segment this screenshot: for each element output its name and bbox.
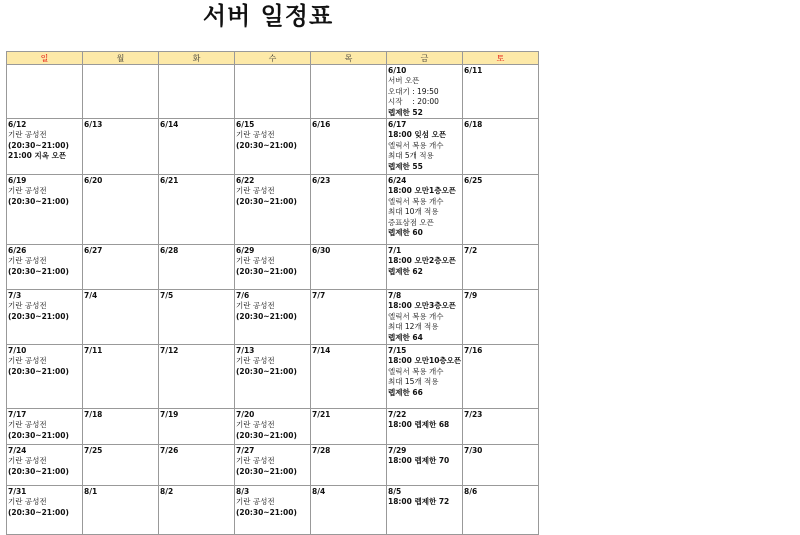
day-date: 7/22 bbox=[388, 410, 407, 420]
day-event-line: 렙제한 62 bbox=[388, 266, 423, 276]
day-date: 8/6 bbox=[464, 487, 478, 497]
day-event-line: (20:30~21:00) bbox=[236, 466, 297, 476]
day-cell bbox=[83, 445, 159, 486]
day-cell bbox=[387, 175, 463, 245]
day-cell bbox=[387, 245, 463, 290]
day-date: 6/17 bbox=[388, 120, 407, 130]
day-date: 6/26 bbox=[8, 246, 27, 256]
day-event-line: 기란 공성전 bbox=[8, 186, 47, 196]
day-date: 7/2 bbox=[464, 246, 478, 256]
day-date: 7/13 bbox=[236, 346, 255, 356]
day-cell bbox=[311, 486, 387, 535]
day-cell bbox=[83, 345, 159, 409]
day-date: 6/16 bbox=[312, 120, 331, 130]
day-date: 6/12 bbox=[8, 120, 27, 130]
day-event-line: (20:30~21:00) bbox=[8, 466, 69, 476]
day-cell bbox=[311, 409, 387, 445]
day-date: 7/3 bbox=[8, 291, 22, 301]
day-event-line: 렙제한 64 bbox=[388, 332, 423, 342]
day-date: 6/29 bbox=[236, 246, 255, 256]
day-event-line: 기란 공성전 bbox=[8, 130, 47, 140]
day-date: 6/22 bbox=[236, 176, 255, 186]
day-cell bbox=[463, 345, 539, 409]
day-cell bbox=[235, 409, 311, 445]
weekday-header-mon: 월 bbox=[83, 52, 159, 65]
day-date: 6/13 bbox=[84, 120, 103, 130]
day-cell bbox=[159, 245, 235, 290]
day-cell bbox=[235, 119, 311, 175]
day-cell bbox=[235, 245, 311, 290]
day-event-line: (20:30~21:00) bbox=[236, 366, 297, 376]
day-date: 7/14 bbox=[312, 346, 331, 356]
day-cell bbox=[311, 445, 387, 486]
day-event-line: (20:30~21:00) bbox=[236, 266, 297, 276]
day-event-line: 증표삼점 오픈 bbox=[388, 217, 434, 227]
day-date: 7/24 bbox=[8, 446, 27, 456]
day-cell bbox=[7, 245, 83, 290]
schedule-calendar bbox=[6, 51, 539, 535]
week-row bbox=[7, 65, 539, 119]
day-cell bbox=[387, 409, 463, 445]
day-event-line: 18:00 오만3층오픈 bbox=[388, 301, 456, 311]
day-cell bbox=[387, 445, 463, 486]
day-event-line: 기란 공성전 bbox=[236, 256, 275, 266]
day-cell bbox=[311, 65, 387, 119]
week-row bbox=[7, 119, 539, 175]
day-event-line: 기란 공성전 bbox=[8, 256, 47, 266]
day-date: 7/1 bbox=[388, 246, 402, 256]
day-event-line: 18:00 오만2층오픈 bbox=[388, 256, 456, 266]
day-cell bbox=[311, 119, 387, 175]
day-cell bbox=[7, 119, 83, 175]
day-event-line: 기란 공성전 bbox=[236, 186, 275, 196]
day-event-line: 최대 5개 적용 bbox=[388, 151, 434, 161]
day-event-line: 렙제한 55 bbox=[388, 161, 423, 171]
day-cell bbox=[235, 486, 311, 535]
day-event-line: 18:00 렙제한 68 bbox=[388, 420, 450, 430]
day-event-line: (20:30~21:00) bbox=[236, 507, 297, 517]
day-event-line: (20:30~21:00) bbox=[236, 311, 297, 321]
week-row bbox=[7, 175, 539, 245]
day-cell bbox=[7, 65, 83, 119]
day-cell bbox=[7, 486, 83, 535]
weekday-header-thu: 목 bbox=[311, 52, 387, 65]
day-event-line: 18:00 렙제한 72 bbox=[388, 497, 450, 507]
day-cell bbox=[7, 290, 83, 345]
day-event-line: 기란 공성전 bbox=[8, 456, 47, 466]
day-cell bbox=[83, 290, 159, 345]
day-cell bbox=[311, 345, 387, 409]
day-cell bbox=[83, 486, 159, 535]
day-event-line: 18:00 잊섬 오픈 bbox=[388, 130, 447, 140]
day-cell bbox=[83, 409, 159, 445]
day-event-line: 엘릭서 복용 개수 bbox=[388, 196, 444, 206]
day-date: 6/10 bbox=[388, 66, 407, 75]
day-date: 7/28 bbox=[312, 446, 331, 456]
day-date: 6/27 bbox=[84, 246, 103, 256]
day-date: 6/24 bbox=[388, 176, 407, 186]
day-event-line: 18:00 렙제한 70 bbox=[388, 456, 450, 466]
day-event-line: 21:00 지옥 오픈 bbox=[8, 151, 67, 161]
day-cell bbox=[463, 486, 539, 535]
day-date: 7/27 bbox=[236, 446, 255, 456]
day-cell bbox=[387, 486, 463, 535]
day-date: 7/26 bbox=[160, 446, 179, 456]
week-row bbox=[7, 486, 539, 535]
day-cell bbox=[463, 445, 539, 486]
day-event-line: 렙제한 60 bbox=[388, 228, 423, 238]
day-cell bbox=[7, 409, 83, 445]
day-cell bbox=[235, 345, 311, 409]
day-event-line: (20:30~21:00) bbox=[236, 196, 297, 206]
day-cell bbox=[387, 65, 463, 119]
day-event-line: 18:00 오만1층오픈 bbox=[388, 186, 456, 196]
day-event-line: 렙제한 52 bbox=[388, 107, 423, 117]
day-cell bbox=[463, 290, 539, 345]
day-date: 7/15 bbox=[388, 346, 407, 356]
day-event-line: 기란 공성전 bbox=[8, 356, 47, 366]
week-row bbox=[7, 290, 539, 345]
day-cell bbox=[463, 175, 539, 245]
day-cell bbox=[83, 175, 159, 245]
day-date: 7/18 bbox=[84, 410, 103, 420]
day-event-line: 최대 12개 적용 bbox=[388, 322, 439, 332]
day-cell bbox=[159, 290, 235, 345]
day-cell bbox=[235, 445, 311, 486]
week-row bbox=[7, 409, 539, 445]
day-date: 7/30 bbox=[464, 446, 483, 456]
day-date: 7/19 bbox=[160, 410, 179, 420]
day-event-line: 시작 : 20:00 bbox=[388, 97, 439, 107]
day-event-line: 렙제한 66 bbox=[388, 387, 423, 397]
week-row bbox=[7, 345, 539, 409]
day-event-line: (20:30~21:00) bbox=[8, 140, 69, 150]
day-event-line: 최대 10개 적용 bbox=[388, 207, 439, 217]
day-event-line: 기란 공성전 bbox=[236, 497, 275, 507]
day-date: 6/23 bbox=[312, 176, 331, 186]
day-date: 7/4 bbox=[84, 291, 98, 301]
day-date: 6/15 bbox=[236, 120, 255, 130]
day-event-line: 기란 공성전 bbox=[236, 456, 275, 466]
day-date: 8/4 bbox=[312, 487, 326, 497]
day-cell bbox=[159, 409, 235, 445]
day-event-line: 오대기 : 19:50 bbox=[388, 86, 439, 96]
day-cell bbox=[311, 245, 387, 290]
day-cell bbox=[311, 175, 387, 245]
weekday-header-sun: 일 bbox=[7, 52, 83, 65]
day-event-line: (20:30~21:00) bbox=[8, 366, 69, 376]
day-date: 7/17 bbox=[8, 410, 27, 420]
day-date: 7/8 bbox=[388, 291, 402, 301]
day-date: 7/9 bbox=[464, 291, 478, 301]
day-event-line: 기란 공성전 bbox=[8, 497, 47, 507]
day-date: 8/3 bbox=[236, 487, 250, 497]
day-event-line: 기란 공성전 bbox=[236, 301, 275, 311]
day-cell bbox=[387, 119, 463, 175]
day-cell bbox=[7, 345, 83, 409]
day-date: 7/6 bbox=[236, 291, 250, 301]
day-event-line: (20:30~21:00) bbox=[8, 507, 69, 517]
day-event-line: 엘릭서 복용 개수 bbox=[388, 366, 444, 376]
day-date: 7/12 bbox=[160, 346, 179, 356]
day-date: 8/2 bbox=[160, 487, 174, 497]
day-cell bbox=[235, 65, 311, 119]
day-event-line: (20:30~21:00) bbox=[8, 430, 69, 440]
day-date: 6/30 bbox=[312, 246, 331, 256]
week-row bbox=[7, 245, 539, 290]
day-date: 7/23 bbox=[464, 410, 483, 420]
day-cell bbox=[159, 119, 235, 175]
day-event-line: (20:30~21:00) bbox=[8, 196, 69, 206]
day-date: 7/21 bbox=[312, 410, 331, 420]
day-date: 7/25 bbox=[84, 446, 103, 456]
day-event-line: 18:00 오만10층오픈 bbox=[388, 356, 462, 366]
day-event-line: (20:30~21:00) bbox=[8, 311, 69, 321]
day-date: 7/5 bbox=[160, 291, 174, 301]
day-cell bbox=[387, 290, 463, 345]
day-event-line: 기란 공성전 bbox=[8, 301, 47, 311]
week-row bbox=[7, 445, 539, 486]
day-event-line: 엘릭서 복용 개수 bbox=[388, 311, 444, 321]
day-event-line: 기란 공성전 bbox=[8, 420, 47, 430]
day-event-line: (20:30~21:00) bbox=[236, 140, 297, 150]
day-cell bbox=[7, 445, 83, 486]
day-date: 6/11 bbox=[464, 66, 483, 75]
day-cell bbox=[83, 119, 159, 175]
day-cell bbox=[159, 445, 235, 486]
weekday-header-wed: 수 bbox=[235, 52, 311, 65]
day-date: 6/20 bbox=[84, 176, 103, 186]
weekday-header-row bbox=[7, 52, 539, 65]
day-date: 8/1 bbox=[84, 487, 98, 497]
day-date: 6/28 bbox=[160, 246, 179, 256]
day-cell bbox=[235, 290, 311, 345]
page-title: 서버 일정표 bbox=[202, 2, 334, 30]
day-cell bbox=[159, 65, 235, 119]
day-cell bbox=[83, 245, 159, 290]
day-cell bbox=[463, 119, 539, 175]
day-date: 6/18 bbox=[464, 120, 483, 130]
day-date: 7/31 bbox=[8, 487, 27, 497]
day-cell bbox=[235, 175, 311, 245]
day-cell bbox=[311, 290, 387, 345]
day-date: 8/5 bbox=[388, 487, 402, 497]
day-cell bbox=[7, 175, 83, 245]
day-cell bbox=[463, 65, 539, 119]
day-date: 7/16 bbox=[464, 346, 483, 356]
day-date: 7/10 bbox=[8, 346, 27, 356]
day-event-line: 기란 공성전 bbox=[236, 420, 275, 430]
day-date: 7/29 bbox=[388, 446, 407, 456]
day-cell bbox=[159, 486, 235, 535]
day-event-line: 최대 15개 적용 bbox=[388, 377, 439, 387]
day-event-line: (20:30~21:00) bbox=[236, 430, 297, 440]
day-date: 6/19 bbox=[8, 176, 27, 186]
day-event-line: 엘릭서 복용 개수 bbox=[388, 140, 444, 150]
day-date: 7/20 bbox=[236, 410, 255, 420]
day-cell bbox=[159, 175, 235, 245]
day-cell bbox=[159, 345, 235, 409]
day-date: 6/21 bbox=[160, 176, 179, 186]
day-date: 6/14 bbox=[160, 120, 179, 130]
weekday-header-fri: 금 bbox=[387, 52, 463, 65]
day-date: 7/7 bbox=[312, 291, 326, 301]
weekday-header-tue: 화 bbox=[159, 52, 235, 65]
day-cell bbox=[463, 245, 539, 290]
day-date: 7/11 bbox=[84, 346, 103, 356]
day-cell bbox=[463, 409, 539, 445]
day-event-line: (20:30~21:00) bbox=[8, 266, 69, 276]
day-cell bbox=[83, 65, 159, 119]
day-event-line: 기란 공성전 bbox=[236, 356, 275, 366]
day-event-line: 기란 공성전 bbox=[236, 130, 275, 140]
day-event-line: 서버 오픈 bbox=[388, 76, 420, 86]
day-date: 6/25 bbox=[464, 176, 483, 186]
day-cell bbox=[387, 345, 463, 409]
weekday-header-sat: 토 bbox=[463, 52, 539, 65]
